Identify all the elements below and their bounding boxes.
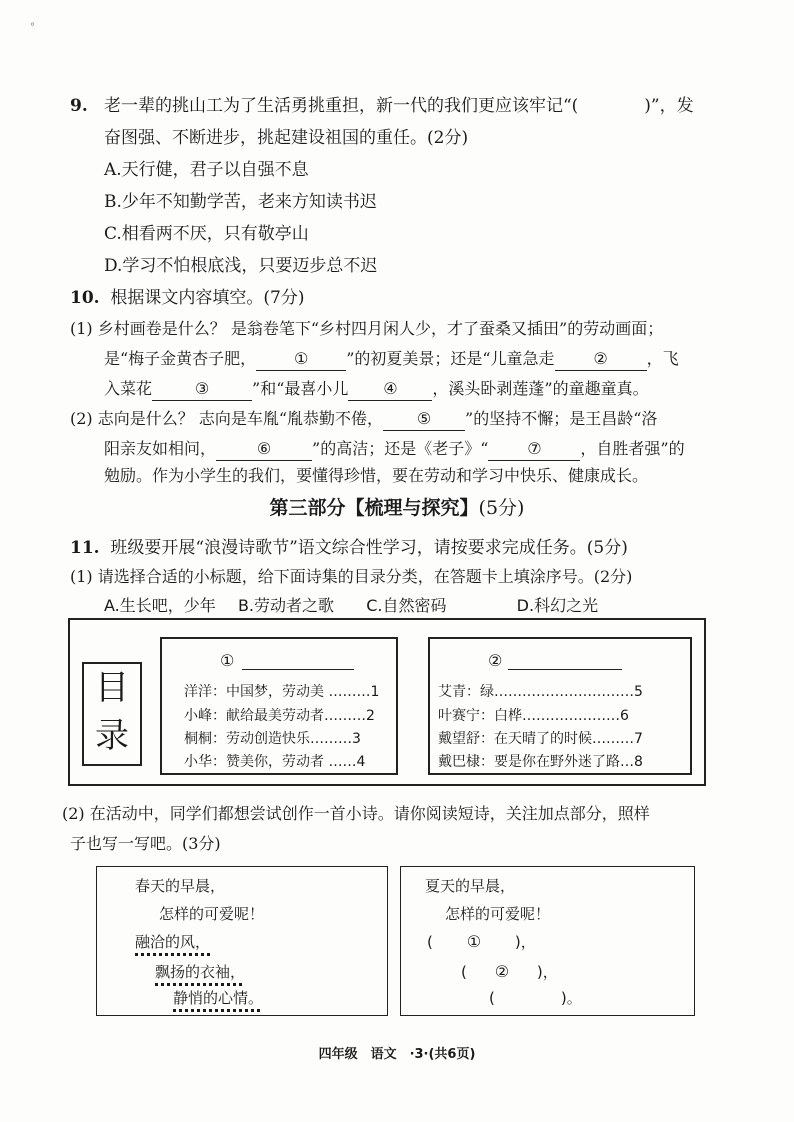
- q10-p2-text-d: ”的高洁；还是《老子》“: [312, 439, 489, 458]
- toc-box-2-blank-label: ②: [488, 651, 503, 670]
- section-3-header: [0, 493, 794, 520]
- poem2-line-5[interactable]: [489, 987, 582, 1008]
- blank-4[interactable]: ④: [348, 378, 432, 401]
- q10-p1-line-3: [104, 378, 649, 401]
- q10-p1-text-f: ，溪头卧剥莲蓬”的童趣童真。: [432, 379, 649, 398]
- q11-title: 班级要开展“浪漫诗歌节”语文综合性学习，请按要求完成任务。(5分): [110, 538, 628, 558]
- q11-part-1: (1) 请选择合适的小标题，给下面诗集的目录分类，在答题卡上填涂序号。(2分): [70, 567, 633, 586]
- q10-p2-line-1: [70, 408, 657, 431]
- q10-p2-text-e: ，自胜者强”的: [580, 439, 685, 458]
- poem2-line-5-open: (: [489, 989, 495, 1007]
- toc-box-1: [160, 637, 398, 775]
- poem2-line-3-close: )，: [514, 933, 536, 951]
- q9-number: 9.: [70, 96, 88, 116]
- blank-7[interactable]: ⑦: [488, 438, 580, 461]
- blank-1[interactable]: ①: [256, 348, 346, 371]
- poem1-line-3: 融洽的风，: [135, 933, 211, 951]
- toc-box-2-row-3: 戴望舒：在天晴了的时候………7: [438, 731, 643, 747]
- q9-option-b: B.少年不知勤学苦，老来方知读书迟: [104, 192, 377, 212]
- q9-option-a: A.天行健，君子以自强不息: [104, 160, 309, 180]
- poem1-line-1: 春天的早晨，: [135, 877, 226, 895]
- toc-box-2-blank-line[interactable]: [508, 669, 622, 670]
- poem1-line-2: 怎样的可爱呢！: [159, 905, 265, 923]
- q10-p2-line-3: 勉励。作为小学生的我们，要懂得珍惜，要在劳动和学习中快乐、健康成长。: [104, 466, 649, 485]
- section-3-points: (5分): [478, 497, 525, 519]
- poem2-line-1: 夏天的早晨，: [425, 877, 516, 895]
- toc-box-1-row-2: 小峰：献给最美劳动者………2: [184, 708, 375, 724]
- poem2-line-3-open: (: [427, 933, 433, 951]
- poem2-line-4[interactable]: [461, 961, 558, 982]
- q9-stem-b: )”，发: [644, 96, 694, 116]
- q9-option-c: C.相看两不厌，只有敬亭山: [104, 224, 309, 244]
- q11-part-2-line-2: 子也写一写吧。(3分): [70, 834, 221, 853]
- q9-stem-a: 老一辈的挑山工为了生活勇挑重担，新一代的我们更应该牢记“(: [103, 96, 579, 116]
- blank-3[interactable]: ③: [152, 378, 252, 401]
- q9-line-2: 奋图强、不断进步，挑起建设祖国的重任。(2分): [104, 128, 469, 148]
- q10-p2-text-b: ”的坚持不懈；是王昌龄“洛: [465, 409, 658, 428]
- poem2-line-5-close: )。: [560, 989, 582, 1007]
- q9-option-d: D.学习不怕根底浅，只要迈步总不迟: [104, 256, 378, 276]
- poem2-line-2: 怎样的可爱呢！: [445, 905, 551, 923]
- choice-a: A.生长吧，少年: [104, 596, 216, 615]
- choice-d: D.科幻之光: [516, 596, 599, 615]
- toc-box-1-row-4: 小华：赞美你，劳动者 ……4: [184, 754, 366, 770]
- poem2-line-4-close: )，: [536, 963, 558, 981]
- toc-box-2: [428, 637, 692, 775]
- toc-box-2-row-4: 戴巴棣：要是你在野外迷了路…8: [438, 754, 643, 770]
- toc-box-1-row-3: 桐桐：劳动创造快乐………3: [184, 731, 361, 747]
- q11-part-2-line-1: (2) 在活动中，同学们都想尝试创作一首小诗。请你阅读短诗，关注加点部分，照样: [62, 804, 650, 823]
- q10-p2-line-2: [104, 438, 685, 461]
- blank-2[interactable]: ②: [555, 348, 647, 371]
- toc-box-1-blank-line[interactable]: [242, 669, 354, 670]
- toc-box-2-row-1: 艾青：绿…………………………5: [438, 684, 643, 700]
- corner-mark: °: [30, 22, 35, 33]
- blank-5[interactable]: ⑤: [383, 408, 465, 431]
- poem2-line-4-open: (: [461, 963, 467, 981]
- q10-p2-text-a: (2) 志向是什么？ 志向是车胤“胤恭勤不倦，: [70, 409, 384, 428]
- poem2-blank-1[interactable]: ①: [466, 932, 482, 951]
- q10-p1-text-c: ，飞: [646, 349, 679, 368]
- q9-line-1: [70, 95, 694, 117]
- poem1-line-5: 静悄的心情。: [173, 989, 264, 1007]
- page-footer: 四年级 语文 ·3·(共6页): [318, 1047, 476, 1062]
- choice-c: C.自然密码: [366, 596, 447, 615]
- poem2-blank-2[interactable]: ②: [494, 962, 510, 981]
- toc-box-1-row-1: 洋洋：中国梦，劳动美 ………1: [184, 684, 380, 700]
- q10-title-line: [70, 287, 304, 309]
- toc-box-2-row-2: 叶赛宁：白桦…………………6: [438, 708, 629, 724]
- toc-box-1-blank-label: ①: [220, 651, 235, 670]
- toc-label-char-1: 目: [95, 668, 129, 708]
- q10-p2-text-c: 阳亲友如相问，: [104, 439, 217, 458]
- toc-label-char-2: 录: [95, 716, 129, 756]
- q10-number: 10.: [70, 288, 100, 308]
- poem2-line-3[interactable]: [427, 931, 536, 952]
- poem1-line-4: 飘扬的衣袖，: [155, 963, 246, 981]
- q10-p1-text-a: 是“梅子金黄杏子肥，: [104, 349, 257, 368]
- q10-p1-text-d: 入菜花: [104, 379, 153, 398]
- q10-p1-text-e: ”和“最喜小儿: [252, 379, 349, 398]
- q11-title-line: [70, 537, 628, 559]
- q10-p1-line-2: [104, 348, 679, 371]
- q10-p1-line-1: (1) 乡村画卷是什么？ 是翁卷笔下“乡村四月闲人少，才了蚕桑又插田”的劳动画面；: [70, 319, 664, 338]
- toc-label-box: [82, 662, 142, 766]
- q10-title: 根据课文内容填空。(7分): [110, 288, 305, 308]
- section-3-title: 第三部分【梳理与探究】: [269, 497, 479, 519]
- blank-6[interactable]: ⑥: [216, 438, 312, 461]
- choice-b: B.劳动者之歌: [237, 596, 335, 615]
- poem-box-spring: [96, 866, 388, 1016]
- q11-number: 11.: [70, 538, 100, 558]
- q11-choices: [104, 595, 598, 617]
- poem-box-summer: [400, 866, 695, 1016]
- q10-p1-text-b: ”的初夏美景；还是“儿童急走: [346, 349, 555, 368]
